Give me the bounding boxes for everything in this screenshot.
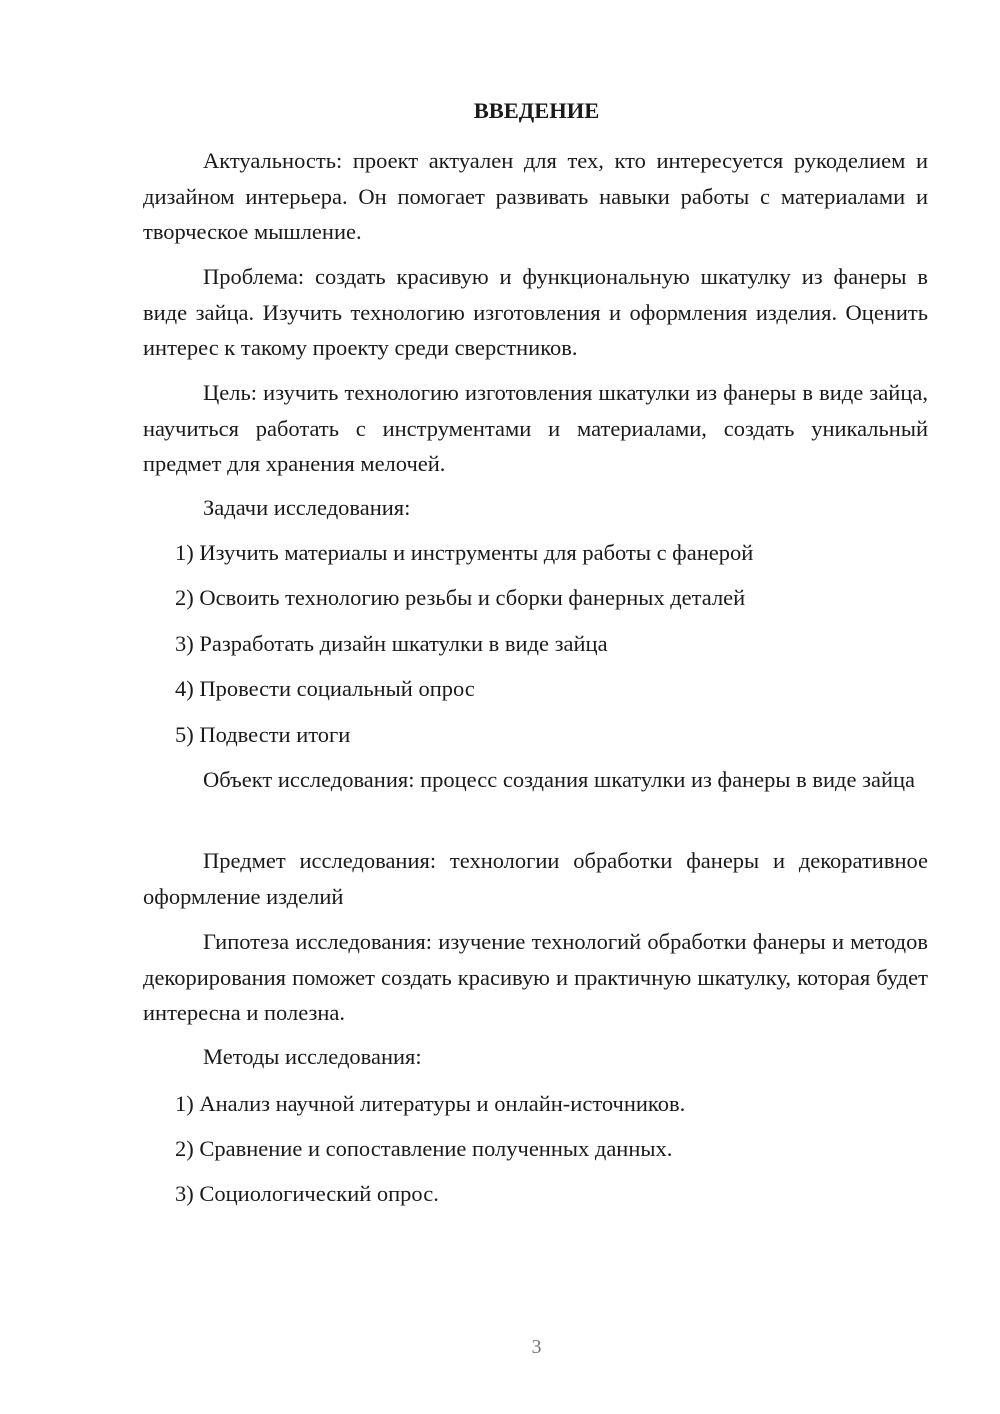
task-item-3: 3) Разработать дизайн шкатулки в виде зайца: [175, 631, 608, 656]
method-item-1: 1) Анализ научной литературы и онлайн-источников.: [175, 1091, 686, 1116]
task-item-5: 5) Подвести итоги: [175, 722, 351, 747]
task-item-1: 1) Изучить материалы и инструменты для работы с фанерой: [175, 540, 754, 565]
task-item-2: 2) Освоить технологию резьбы и сборки фанерных деталей: [175, 585, 746, 610]
task-item-4: 4) Провести социальный опрос: [175, 676, 475, 701]
page-number: 3: [531, 1336, 542, 1358]
hypothesis-paragraph: Гипотеза исследования: изучение технологий обработки фанеры и методов декорирования поможет создать красивую и практичную шкатулку, которая будет интересна и полезна.: [143, 929, 928, 1025]
method-item-3: 3) Социологический опрос.: [175, 1181, 439, 1206]
page-title: ВВЕДЕНИЕ: [473, 98, 600, 123]
problem-paragraph: Проблема: создать красивую и функциональную шкатулку из фанеры в виде зайца. Изучить технологию изготовления и оформления изделия. Оценить интерес к такому проекту среди сверстников.: [143, 264, 928, 360]
object-paragraph: Объект исследования: процесс создания шкатулки из фанеры в виде зайца: [203, 767, 916, 792]
tasks-heading: Задачи исследования:: [203, 495, 411, 520]
methods-heading: Методы исследования:: [203, 1044, 422, 1069]
subject-paragraph: Предмет исследования: технологии обработки фанеры и декоративное оформление изделий: [143, 848, 928, 909]
relevance-paragraph: Актуальность: проект актуален для тех, кто интересуется рукоделием и дизайном интерьера. Он помогает развивать навыки работы с материалами и творческое мышление.: [143, 148, 928, 244]
method-item-2: 2) Сравнение и сопоставление полученных данных.: [175, 1136, 673, 1161]
goal-paragraph: Цель: изучить технологию изготовления шкатулки из фанеры в виде зайца, научиться работать с инструментами и материалами, создать уникальный предмет для хранения мелочей.: [143, 380, 928, 476]
